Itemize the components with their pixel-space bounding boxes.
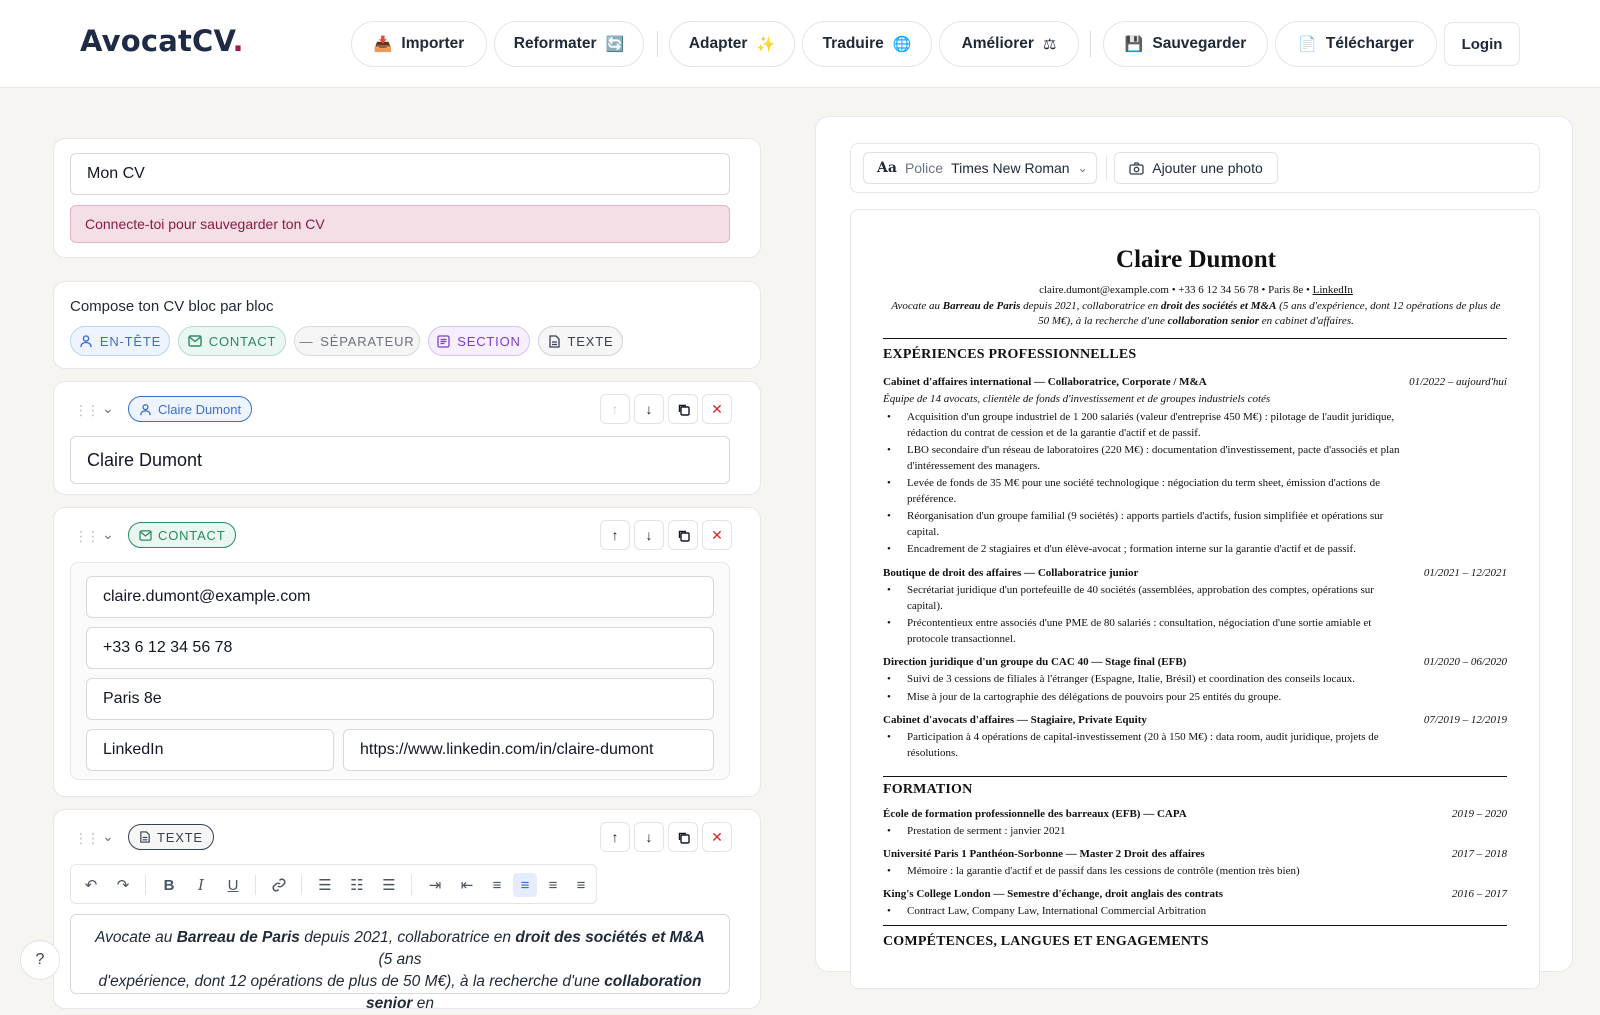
add-text-block-label: TEXTE	[567, 333, 614, 349]
add-contact-block-label: CONTACT	[208, 333, 277, 349]
block-type-badge	[128, 396, 252, 422]
delete-button[interactable]: ✕	[702, 520, 732, 550]
city-field[interactable]: Paris 8e	[86, 678, 714, 720]
cv-entry-dates: 01/2020 – 06/2020	[1423, 656, 1507, 668]
link-icon[interactable]	[267, 873, 291, 897]
add-contact-block-button[interactable]	[178, 326, 286, 356]
add-photo-button[interactable]	[1114, 152, 1278, 184]
toolbar-divider	[1106, 156, 1107, 180]
text-block	[53, 809, 761, 1012]
add-separator-block-label: SÉPARATEUR	[320, 333, 415, 349]
cv-bullet: • Secrétariat juridique d'un portefeuille de 40 sociétés (assemblées, approbation des comptes, opérations sur capital).	[907, 582, 1403, 614]
cv-entry-dates: 2016 – 2017	[1452, 888, 1507, 900]
duplicate-button[interactable]	[668, 822, 698, 852]
cv-linkedin-link[interactable]: LinkedIn	[1312, 284, 1353, 296]
cv-entry-heading: École de formation professionnelle des barreaux (EFB) — CAPA	[883, 808, 1187, 820]
cv-entry-heading: King's College London — Semestre d'échange, droit anglais des contrats	[883, 888, 1223, 900]
cv-bullet: • Acquisition d'un groupe industriel de 1 200 salariés (valeur d'entreprise 450 M€) : pilotage de l'audit juridique, rédaction du contrat de cession et de la garantie d'actif et de passif.	[907, 409, 1403, 441]
cv-entry-title	[883, 567, 1507, 579]
save-button[interactable]	[1103, 21, 1268, 67]
user-icon	[139, 403, 152, 416]
inbox-tray-icon: 📥	[373, 36, 393, 53]
cv-name: Claire Dumont	[1116, 246, 1276, 273]
download-button-label: Télécharger	[1325, 35, 1414, 52]
align-justify-icon[interactable]: ≡	[576, 876, 586, 894]
contact-block	[53, 507, 761, 797]
cv-summary: Avocate au Barreau de Paris depuis 2021, collaboratrice en droit des sociétés et M&A (5 ans d'expérience, dont 12 opérations de plus de 50 M€), à la recherche d'une collaboration senior en cabinet d'affaires.	[891, 300, 1501, 327]
font-select-value: Times New Roman	[951, 160, 1070, 176]
cv-entry-title	[883, 714, 1507, 726]
outdent-icon[interactable]: ⇤	[460, 877, 474, 894]
cv-bullet: • Mémoire : la garantie d'actif et de passif dans les cessions de contrôle (mention très bien)	[907, 863, 1403, 879]
email-field[interactable]: claire.dumont@example.com	[86, 576, 714, 618]
block-header	[70, 396, 732, 428]
cv-bullet: • Précontentieux entre associés d'une PME de 80 salariés : consultation, négociation d'une sortie amiable et protocole transactionnel.	[907, 615, 1403, 647]
move-up-button[interactable]: ↑	[600, 394, 630, 424]
add-photo-label: Ajouter une photo	[1152, 160, 1263, 176]
compose-title: Compose ton CV bloc par bloc	[70, 298, 274, 315]
cv-bullet: • Encadrement de 2 stagiaires et d'un élève-avocat ; formation interne sur la garantie d'actif et de passif.	[907, 541, 1403, 557]
bold-icon[interactable]: B	[163, 876, 175, 894]
cv-bullet: • Suivi de 3 cessions de filiales à l'étranger (Espagne, Italie, Brésil) et coordination des conseils locaux.	[907, 671, 1403, 687]
cv-section-heading: COMPÉTENCES, LANGUES ET ENGAGEMENTS	[883, 934, 1209, 949]
cv-entry-heading: Boutique de droit des affaires — Collaboratrice junior	[883, 567, 1139, 579]
link-label-field[interactable]: LinkedIn	[86, 729, 334, 771]
cv-entry-title	[883, 888, 1507, 900]
italic-icon[interactable]: I	[198, 876, 204, 894]
link-url-field[interactable]: https://www.linkedin.com/in/claire-dumont	[343, 729, 714, 771]
font-select[interactable]	[863, 152, 1097, 184]
floppy-disk-icon: 💾	[1124, 36, 1144, 53]
add-separator-block-button[interactable]	[294, 326, 420, 356]
preview-toolbar	[850, 143, 1540, 193]
scales-icon: ⚖	[1042, 36, 1057, 53]
cv-bullet: • Prestation de serment : janvier 2021	[907, 823, 1403, 839]
cv-bullet: • Levée de fonds de 35 M€ pour une société technologique : négociation du term sheet, émission d'actions de préférence.	[907, 475, 1403, 507]
cv-preview-panel	[815, 116, 1573, 972]
block-type-label: Claire Dumont	[158, 401, 242, 417]
move-down-button[interactable]: ↓	[634, 520, 664, 550]
add-header-block-button[interactable]	[70, 326, 170, 356]
move-down-button[interactable]: ↓	[634, 394, 664, 424]
cv-entry-subtitle: Équipe de 14 avocats, clientèle de fonds d'investissement et de groupes industriels cotés	[883, 393, 1271, 405]
chevron-down-icon[interactable]: ⌄	[102, 526, 114, 542]
cv-entry-dates: 01/2021 – 12/2021	[1423, 567, 1507, 579]
cv-entry-heading: Cabinet d'avocats d'affaires — Stagiaire, Private Equity	[883, 714, 1147, 726]
bullet-list-icon[interactable]: ☰	[318, 877, 332, 894]
name-input[interactable]: Claire Dumont	[70, 436, 730, 484]
block-type-label: TEXTE	[157, 829, 203, 845]
cv-bullet: • Participation à 4 opérations de capital-investissement (20 à 150 M€) : data room, audit juridique, projets de résolutions.	[907, 729, 1403, 761]
copy-icon	[677, 403, 690, 416]
cv-section-heading: EXPÉRIENCES PROFESSIONNELLES	[883, 347, 1137, 362]
toolbar-divider	[1090, 31, 1091, 57]
improve-button[interactable]	[939, 21, 1079, 67]
document-icon: 📄	[1298, 36, 1317, 53]
toolbar-divider	[657, 31, 658, 57]
cv-bullet: • Contract Law, Company Law, International Commercial Arbitration	[907, 903, 1403, 919]
checklist-icon[interactable]: ☰	[382, 877, 396, 894]
cv-entry-heading: Direction juridique d'un groupe du CAC 40 — Stage final (EFB)	[883, 656, 1187, 668]
cv-entry-title	[883, 376, 1507, 388]
cv-title-card	[53, 138, 761, 258]
import-button-label: Importer	[401, 35, 465, 52]
download-button[interactable]	[1275, 21, 1437, 67]
translate-button[interactable]	[802, 21, 932, 67]
duplicate-button[interactable]	[668, 394, 698, 424]
chevron-down-icon[interactable]: ⌄	[102, 400, 114, 416]
block-type-badge	[128, 824, 214, 850]
cv-title-input[interactable]: Mon CV	[70, 153, 730, 195]
delete-button[interactable]: ✕	[702, 822, 732, 852]
align-right-icon[interactable]: ≡	[548, 876, 558, 894]
save-button-label: Sauvegarder	[1152, 35, 1247, 52]
font-select-label: Police	[904, 160, 944, 176]
block-type-label: CONTACT	[158, 527, 226, 543]
toolbar-divider	[255, 875, 256, 895]
undo-icon[interactable]: ↶	[84, 877, 98, 894]
cv-bullet: • Mise à jour de la cartographie des délégations de pouvoirs pour 25 entités du groupe.	[907, 689, 1403, 705]
adapt-button-label: Adapter	[688, 35, 748, 52]
drag-handle-icon[interactable]: ⋮⋮	[74, 402, 98, 418]
cv-entry-title	[883, 848, 1507, 860]
adapt-button[interactable]	[669, 21, 795, 67]
move-down-button[interactable]: ↓	[634, 822, 664, 852]
import-button[interactable]	[351, 21, 487, 67]
numbered-list-icon[interactable]: ☷	[350, 877, 364, 894]
refresh-icon: 🔄	[605, 36, 625, 53]
block-header	[70, 824, 732, 856]
delete-button[interactable]: ✕	[702, 394, 732, 424]
indent-icon[interactable]: ⇥	[428, 877, 442, 894]
cv-entry-title	[883, 656, 1507, 668]
cv-divider	[883, 925, 1507, 926]
camera-icon	[1129, 162, 1144, 175]
add-section-block-button[interactable]	[428, 326, 530, 356]
cv-bullet: • LBO secondaire d'un réseau de laboratoires (220 M€) : documentation d'investissement, pacte d'associés et plan d'intéressement des managers.	[907, 442, 1403, 474]
add-text-block-button[interactable]	[538, 326, 623, 356]
cv-entry-dates: 07/2019 – 12/2019	[1423, 714, 1507, 726]
toolbar-divider	[411, 875, 412, 895]
cv-entry-dates: 2019 – 2020	[1452, 808, 1507, 820]
improve-button-label: Améliorer	[961, 35, 1034, 52]
cv-divider	[883, 338, 1507, 339]
drag-handle-icon[interactable]: ⋮⋮	[74, 830, 98, 846]
move-up-button[interactable]: ↑	[600, 520, 630, 550]
add-header-block-label: EN-TÊTE	[99, 333, 162, 349]
globe-icon: 🌐	[892, 36, 912, 53]
cv-entry-title	[883, 808, 1507, 820]
login-warning: Connecte-toi pour sauvegarder ton CV	[70, 205, 730, 243]
align-center-icon[interactable]: ≡	[513, 873, 537, 897]
mail-icon	[139, 530, 152, 541]
toolbar-divider	[301, 875, 302, 895]
cv-document	[850, 209, 1540, 989]
cv-contact-line: claire.dumont@example.com • +33 6 12 34 56 78 • Paris 8e • LinkedIn	[1039, 284, 1353, 296]
cv-entry-heading: Cabinet d'affaires international — Collaboratrice, Corporate / M&A	[883, 376, 1207, 388]
header-block	[53, 381, 761, 495]
copy-icon	[677, 529, 690, 542]
document-icon	[548, 335, 561, 348]
chevron-down-icon[interactable]: ⌄	[102, 828, 114, 844]
cv-section-heading: FORMATION	[883, 782, 973, 797]
cv-entry-dates: 2017 – 2018	[1452, 848, 1507, 860]
reformat-button-label: Reformater	[513, 35, 597, 52]
logo[interactable]: AvocatCV.	[80, 24, 244, 58]
align-left-icon[interactable]: ≡	[492, 876, 502, 894]
toolbar-divider	[145, 875, 146, 895]
contact-fields	[70, 562, 730, 780]
block-header	[70, 522, 732, 554]
user-icon	[79, 334, 93, 348]
mail-icon	[188, 335, 202, 347]
phone-field[interactable]: +33 6 12 34 56 78	[86, 627, 714, 669]
sparkles-icon: ✨	[756, 36, 776, 53]
move-up-button[interactable]: ↑	[600, 822, 630, 852]
section-icon	[437, 335, 450, 348]
chevron-down-icon: ⌄	[1077, 161, 1088, 175]
copy-icon	[677, 831, 690, 844]
cv-bullet: • Réorganisation d'un groupe familial (9 sociétés) : apports partiels d'actifs, fusion simplifiée et opérations sur capital.	[907, 508, 1403, 540]
compose-card	[53, 281, 761, 369]
underline-icon[interactable]: U	[227, 876, 239, 894]
font-icon: Aa	[877, 160, 897, 176]
login-button[interactable]: Login	[1444, 22, 1520, 66]
duplicate-button[interactable]	[668, 520, 698, 550]
help-button[interactable]: ?	[20, 940, 60, 980]
add-section-block-label: SECTION	[457, 333, 521, 349]
document-icon	[139, 831, 151, 843]
summary-text-editor[interactable]: Avocate au Barreau de Paris depuis 2021, collaboratrice en droit des sociétés et M&A (5 ans d'expérience, dont 12 opérations de plus de 50 M€), à la recherche d'une collaboration senior en	[70, 914, 730, 994]
cv-divider	[883, 776, 1507, 777]
translate-button-label: Traduire	[822, 35, 884, 52]
block-type-badge	[128, 522, 236, 548]
rich-text-toolbar	[70, 864, 597, 904]
drag-handle-icon[interactable]: ⋮⋮	[74, 528, 98, 544]
cv-entry-dates: 01/2022 – aujourd'hui	[1409, 376, 1507, 388]
redo-icon[interactable]: ↷	[116, 877, 130, 894]
cv-entry-heading: Université Paris 1 Panthéon-Sorbonne — Master 2 Droit des affaires	[883, 848, 1205, 860]
reformat-button[interactable]	[494, 21, 644, 67]
top-navigation-bar	[0, 0, 1600, 88]
minus-icon: —	[299, 333, 314, 349]
